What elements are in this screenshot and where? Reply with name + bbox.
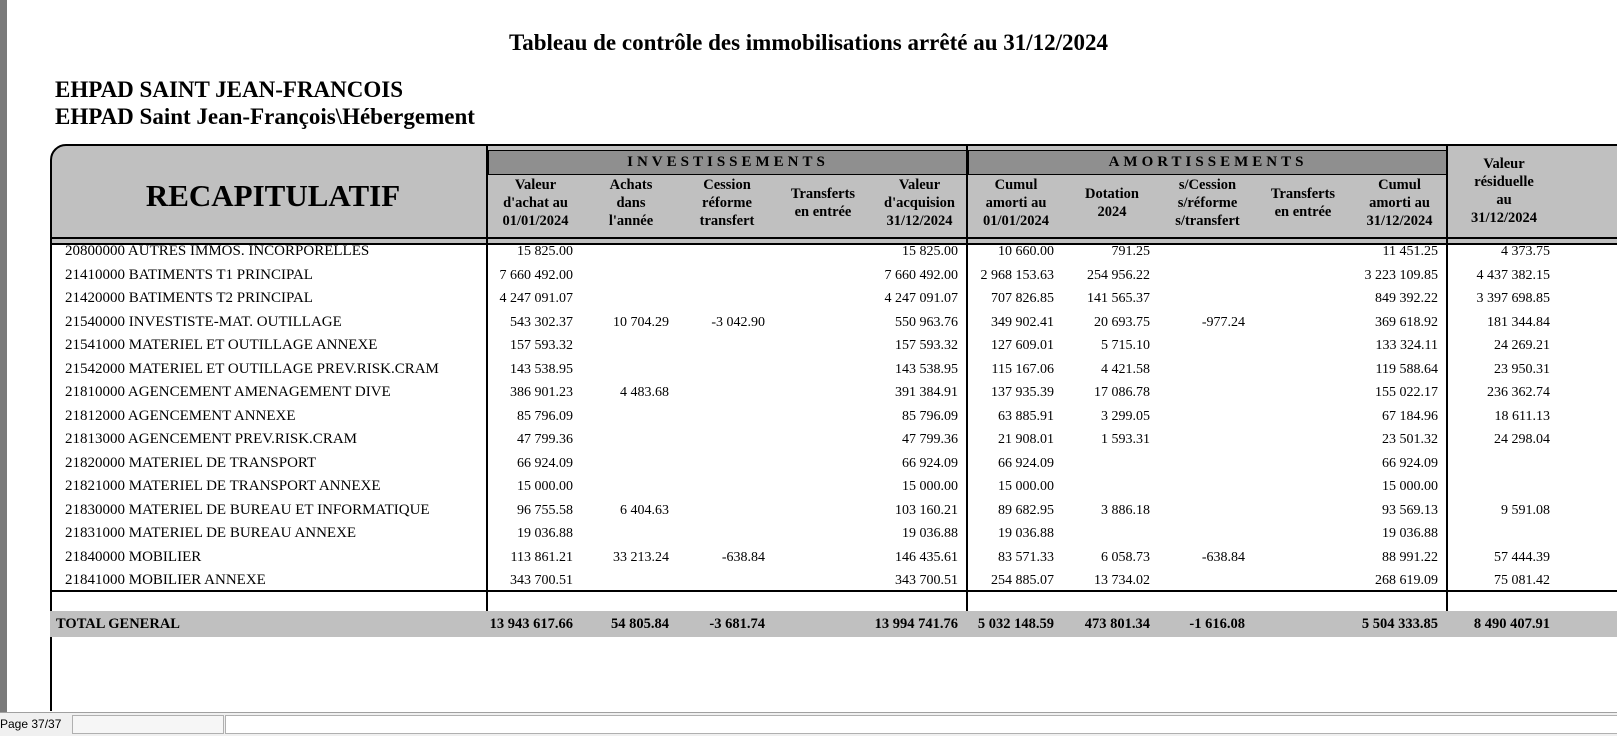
cell-value: 3 397 698.85 xyxy=(1476,291,1550,306)
cell-value: 543 302.37 xyxy=(510,314,573,330)
cell-value: 386 901.23 xyxy=(510,385,573,400)
account-label: 21831000 MATERIEL DE BUREAU ANNEXE xyxy=(65,525,357,541)
cell-value: 343 700.51 xyxy=(895,573,958,588)
column-header-line: Valeur xyxy=(514,177,557,193)
column-header-line: 31/12/2024 xyxy=(1470,210,1538,226)
cell-value: 4 373.75 xyxy=(1501,244,1550,259)
amortissements-group-header: AMORTISSEMENTS xyxy=(968,150,1448,175)
total-value: 13 994 741.76 xyxy=(874,616,958,632)
cell-value: 75 081.42 xyxy=(1494,573,1550,588)
table-row xyxy=(50,452,1617,475)
account-label: 21420000 BATIMENTS T2 PRINCIPAL xyxy=(65,290,313,306)
cell-value: 15 000.00 xyxy=(1382,479,1438,494)
total-label: TOTAL GENERAL xyxy=(56,616,180,632)
column-header-line: au xyxy=(1496,192,1512,208)
report-title: Tableau de contrôle des immobilisations arrêté au 31/12/2024 xyxy=(508,30,1109,55)
cell-value: 15 000.00 xyxy=(998,479,1054,494)
cell-value: 66 924.09 xyxy=(517,455,573,471)
cell-value: 155 022.17 xyxy=(1375,385,1438,400)
cell-value: 4 247 091.07 xyxy=(499,291,573,306)
cell-value: 93 569.13 xyxy=(1382,502,1438,518)
column-header-line: s/transfert xyxy=(1175,213,1240,229)
account-label: 21541000 MATERIEL ET OUTILLAGE ANNEXE xyxy=(65,337,378,353)
account-label: 21410000 BATIMENTS T1 PRINCIPAL xyxy=(65,266,313,283)
organization-name: EHPAD SAINT JEAN-FRANCOIS xyxy=(55,77,404,102)
cell-value: 143 538.95 xyxy=(895,361,958,377)
cell-value: 20 693.75 xyxy=(1094,314,1150,330)
column-header-line: amorti au xyxy=(985,195,1047,211)
cell-value: 19 036.88 xyxy=(902,526,958,541)
cell-value: 15 825.00 xyxy=(517,244,573,259)
status-bar xyxy=(0,712,1617,736)
cell-value: 3 299.05 xyxy=(1101,408,1150,424)
cell-value: 15 825.00 xyxy=(902,244,958,259)
column-header-line: l'année xyxy=(608,213,654,229)
column-header-line: Transferts xyxy=(790,186,856,202)
table-row xyxy=(50,475,1617,498)
cell-value: 23 501.32 xyxy=(1382,432,1438,447)
table-row xyxy=(50,358,1617,381)
column-header-line: Transferts xyxy=(1270,186,1336,202)
cell-value: 57 444.39 xyxy=(1494,549,1550,565)
column-header-line: Dotation xyxy=(1085,186,1139,202)
cell-value: 47 799.36 xyxy=(517,432,573,447)
cell-value: 707 826.85 xyxy=(991,291,1054,306)
cell-value: 4 421.58 xyxy=(1101,361,1150,377)
table-row xyxy=(50,264,1617,287)
account-label: 21830000 MATERIEL DE BUREAU ET INFORMATIQUE xyxy=(65,501,430,518)
cell-value: 7 660 492.00 xyxy=(499,267,573,283)
cell-value: 15 000.00 xyxy=(902,479,958,494)
total-row xyxy=(50,611,1617,637)
cell-value: 10 660.00 xyxy=(998,244,1054,259)
recap-label: RECAPITULATIF xyxy=(145,178,401,213)
column-header-line: Achats xyxy=(609,177,653,193)
cell-value: 4 483.68 xyxy=(620,385,669,400)
cell-value: 21 908.01 xyxy=(998,432,1054,447)
column-header xyxy=(1160,176,1255,230)
cell-value: 5 715.10 xyxy=(1101,338,1150,353)
cell-value: 343 700.51 xyxy=(510,573,573,588)
column-header-line: Valeur xyxy=(898,177,941,193)
cell-value: 66 924.09 xyxy=(1382,455,1438,471)
account-label: 21813000 AGENCEMENT PREV.RISK.CRAM xyxy=(65,431,357,447)
column-header-line: réforme xyxy=(702,195,752,211)
cell-value: 3 223 109.85 xyxy=(1364,267,1438,283)
page-indicator: Page 37/37 xyxy=(0,717,62,731)
column-header xyxy=(583,176,679,230)
table-row xyxy=(50,334,1617,357)
column-header-line: 2024 xyxy=(1097,204,1127,220)
cell-value: 369 618.92 xyxy=(1375,314,1438,330)
column-header-line: 01/01/2024 xyxy=(502,213,569,229)
cell-value: 157 593.32 xyxy=(895,338,958,353)
cell-value: 9 591.08 xyxy=(1501,502,1550,518)
column-header xyxy=(1351,176,1448,230)
column-header xyxy=(679,176,775,230)
table-row xyxy=(50,405,1617,428)
column-header-line: résiduelle xyxy=(1474,174,1534,190)
table-row xyxy=(50,240,1617,263)
organization-unit: EHPAD Saint Jean-François\Hébergement xyxy=(55,104,475,129)
cell-value: 349 902.41 xyxy=(991,314,1054,330)
column-header-line: Cumul xyxy=(1378,177,1421,193)
cell-value: 181 344.84 xyxy=(1487,314,1550,330)
column-header xyxy=(1448,155,1560,227)
cell-value: 254 956.22 xyxy=(1087,267,1150,283)
column-header-line: en entrée xyxy=(1274,204,1332,220)
total-value: 473 801.34 xyxy=(1084,616,1150,632)
column-header-line: dans xyxy=(616,195,646,211)
column-header-line: s/Cession xyxy=(1178,177,1237,193)
cell-value: 849 392.22 xyxy=(1375,291,1438,306)
table-row xyxy=(50,311,1617,334)
column-header-line: 31/12/2024 xyxy=(1366,213,1433,229)
cell-value: 18 611.13 xyxy=(1494,408,1550,424)
row-divider xyxy=(50,237,1617,239)
account-label: 21810000 AGENCEMENT AMENAGEMENT DIVE xyxy=(65,384,391,400)
cell-value: -638.84 xyxy=(1201,549,1245,565)
cell-value: 66 924.09 xyxy=(902,455,958,471)
cell-value: 157 593.32 xyxy=(510,338,573,353)
total-value: 5 504 333.85 xyxy=(1361,616,1438,632)
column-header-line: 01/01/2024 xyxy=(982,213,1050,229)
column-header-line: en entrée xyxy=(794,204,852,220)
cell-value: -3 042.90 xyxy=(711,314,765,330)
total-value: 5 032 148.59 xyxy=(977,616,1054,632)
cell-value: 7 660 492.00 xyxy=(884,267,958,283)
cell-value: -638.84 xyxy=(721,549,765,565)
column-header-line: d'acquision xyxy=(884,195,955,211)
cell-value: 67 184.96 xyxy=(1382,408,1438,424)
cell-value: 146 435.61 xyxy=(895,549,958,565)
column-header-line: Cession xyxy=(703,177,751,193)
table-row xyxy=(50,381,1617,404)
total-value: -3 681.74 xyxy=(709,616,765,632)
table-row xyxy=(50,499,1617,522)
cell-value: 143 538.95 xyxy=(510,361,573,377)
cell-value: 83 571.33 xyxy=(998,549,1054,565)
cell-value: 11 451.25 xyxy=(1382,244,1438,259)
status-segment xyxy=(72,715,224,734)
table-row xyxy=(50,428,1617,451)
account-label: 21540000 INVESTISTE-MAT. OUTILLAGE xyxy=(65,313,342,330)
cell-value: 268 619.09 xyxy=(1375,573,1438,588)
cell-value: 2 968 153.63 xyxy=(980,267,1054,283)
cell-value: 17 086.78 xyxy=(1094,385,1150,400)
cell-value: 113 861.21 xyxy=(510,549,573,565)
column-header xyxy=(968,176,1064,230)
account-label: 21840000 MOBILIER xyxy=(65,548,202,565)
cell-value: 33 213.24 xyxy=(613,549,669,565)
cell-value: 6 404.63 xyxy=(620,502,669,518)
column-header xyxy=(775,185,871,221)
column-header xyxy=(871,176,968,230)
column-header-line: transfert xyxy=(699,213,755,229)
cell-value: 141 565.37 xyxy=(1087,291,1150,306)
account-label: 21821000 MATERIEL DE TRANSPORT ANNEXE xyxy=(65,478,381,494)
cell-value: 391 384.91 xyxy=(895,385,958,400)
account-label: 21812000 AGENCEMENT ANNEXE xyxy=(65,407,296,424)
table-row xyxy=(50,569,1617,592)
cell-value: 19 036.88 xyxy=(998,526,1054,541)
column-header xyxy=(1255,185,1351,221)
cell-value: 236 362.74 xyxy=(1487,385,1550,400)
column-header-line: s/réforme xyxy=(1177,195,1238,211)
account-label: 20800000 AUTRES IMMOS. INCORPORELLES xyxy=(65,243,370,259)
account-label: 21841000 MOBILIER ANNEXE xyxy=(65,572,266,588)
cell-value: 23 950.31 xyxy=(1494,361,1550,377)
total-value: 13 943 617.66 xyxy=(489,616,573,632)
table-row xyxy=(50,546,1617,569)
left-window-border xyxy=(0,0,7,712)
cell-value: 19 036.88 xyxy=(1382,526,1438,541)
cell-value: 4 247 091.07 xyxy=(884,291,958,306)
cell-value: 115 167.06 xyxy=(991,361,1054,377)
column-header xyxy=(1064,185,1160,221)
cell-value: 13 734.02 xyxy=(1094,573,1150,588)
cell-value: 19 036.88 xyxy=(517,526,573,541)
account-label: 21820000 MATERIEL DE TRANSPORT xyxy=(65,454,317,471)
cell-value: 24 269.21 xyxy=(1494,338,1550,353)
cell-value: 4 437 382.15 xyxy=(1476,267,1550,283)
cell-value: 66 924.09 xyxy=(998,455,1054,471)
column-header xyxy=(488,176,583,230)
cell-value: 127 609.01 xyxy=(991,338,1054,353)
cell-value: 89 682.95 xyxy=(998,502,1054,518)
cell-value: 550 963.76 xyxy=(895,314,958,330)
table-row xyxy=(50,287,1617,310)
cell-value: 63 885.91 xyxy=(998,408,1054,424)
cell-value: 1 593.31 xyxy=(1101,432,1150,447)
total-value: 54 805.84 xyxy=(611,616,669,632)
horizontal-scrollbar[interactable] xyxy=(225,715,1617,734)
column-header-line: 31/12/2024 xyxy=(886,213,953,229)
cell-value: -977.24 xyxy=(1201,314,1245,330)
account-label: 21542000 MATERIEL ET OUTILLAGE PREV.RISK.CRAM xyxy=(65,360,439,377)
table-row xyxy=(50,522,1617,545)
cell-value: 85 796.09 xyxy=(902,408,958,424)
column-header-line: Cumul xyxy=(994,177,1038,193)
column-header-line: d'achat au xyxy=(503,195,568,211)
cell-value: 10 704.29 xyxy=(613,314,669,330)
cell-value: 137 935.39 xyxy=(991,385,1054,400)
cell-value: 15 000.00 xyxy=(517,479,573,494)
total-value: -1 616.08 xyxy=(1189,616,1245,632)
cell-value: 254 885.07 xyxy=(991,573,1054,588)
cell-value: 133 324.11 xyxy=(1375,338,1438,353)
cell-value: 88 991.22 xyxy=(1382,549,1438,565)
cell-value: 6 058.73 xyxy=(1101,549,1150,565)
cell-value: 791.25 xyxy=(1111,244,1150,259)
cell-value: 96 755.58 xyxy=(517,502,573,518)
cell-value: 85 796.09 xyxy=(517,408,573,424)
column-header-line: Valeur xyxy=(1483,156,1525,172)
cell-value: 119 588.64 xyxy=(1375,361,1438,377)
cell-value: 47 799.36 xyxy=(902,432,958,447)
cell-value: 24 298.04 xyxy=(1494,432,1550,447)
investissements-group-header: INVESTISSEMENTS xyxy=(488,150,968,175)
column-header-line: amorti au xyxy=(1369,195,1430,211)
total-value: 8 490 407.91 xyxy=(1473,616,1550,632)
cell-value: 3 886.18 xyxy=(1101,502,1150,518)
cell-value: 103 160.21 xyxy=(895,502,958,518)
